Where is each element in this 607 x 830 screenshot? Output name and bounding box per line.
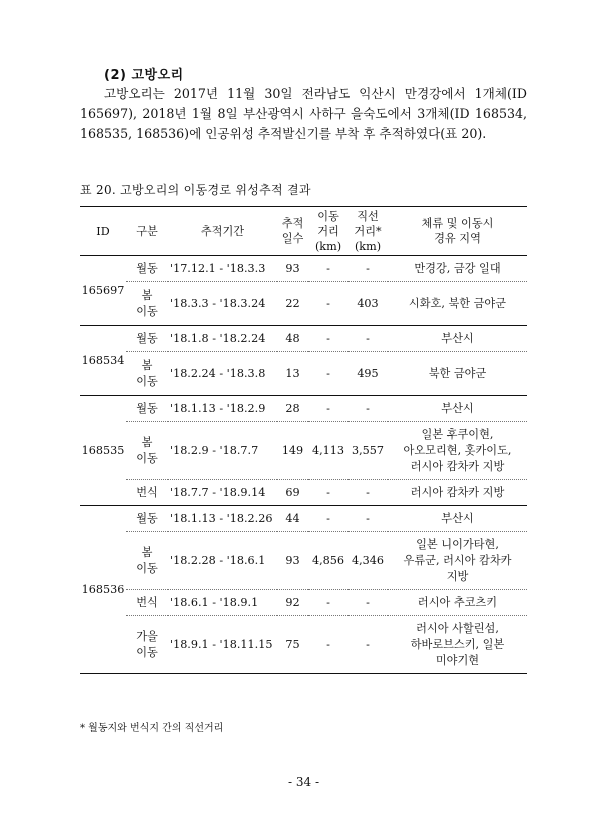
cell-distance: 4,856 xyxy=(308,532,348,590)
cell-distance: - xyxy=(308,256,348,282)
cell-period: '18.2.9 - '18.7.7 xyxy=(168,422,277,480)
header-region: 체류 및 이동시 경유 지역 xyxy=(388,207,527,256)
cell-distance: - xyxy=(308,590,348,616)
cell-type: 월동 xyxy=(126,396,168,422)
cell-region: 일본 후쿠이현, 아오모리현, 홋카이도, 러시아 캄차카 지방 xyxy=(388,422,527,480)
cell-days: 22 xyxy=(277,282,308,326)
cell-type: 월동 xyxy=(126,506,168,532)
cell-type: 봄 이동 xyxy=(126,352,168,396)
table-row xyxy=(80,590,527,616)
cell-distance: - xyxy=(308,326,348,352)
cell-days: 44 xyxy=(277,506,308,532)
cell-straight: - xyxy=(348,480,388,506)
cell-distance: - xyxy=(308,616,348,674)
cell-straight: 403 xyxy=(348,282,388,326)
table-row xyxy=(80,256,527,282)
cell-days: 48 xyxy=(277,326,308,352)
cell-region: 일본 니이가타현, 우류군, 러시아 캄차카 지방 xyxy=(388,532,527,590)
cell-region: 부산시 xyxy=(388,326,527,352)
cell-region: 북한 금야군 xyxy=(388,352,527,396)
cell-type: 봄 이동 xyxy=(126,422,168,480)
cell-days: 75 xyxy=(277,616,308,674)
header-period: 추적기간 xyxy=(168,207,277,256)
cell-type: 월동 xyxy=(126,326,168,352)
tracking-results-table xyxy=(80,206,527,674)
cell-distance: - xyxy=(308,506,348,532)
cell-distance: - xyxy=(308,480,348,506)
cell-straight: - xyxy=(348,506,388,532)
table-row xyxy=(80,326,527,352)
cell-straight: 3,557 xyxy=(348,422,388,480)
cell-period: '18.1.13 - '18.2.26 xyxy=(168,506,277,532)
cell-period: '18.6.1 - '18.9.1 xyxy=(168,590,277,616)
cell-region: 러시아 사할린섬, 하바로브스키, 일본 미야기현 xyxy=(388,616,527,674)
cell-period: '18.2.28 - '18.6.1 xyxy=(168,532,277,590)
cell-straight: 495 xyxy=(348,352,388,396)
cell-distance: - xyxy=(308,352,348,396)
cell-period: '18.9.1 - '18.11.15 xyxy=(168,616,277,674)
cell-type: 봄 이동 xyxy=(126,532,168,590)
cell-days: 28 xyxy=(277,396,308,422)
table-row xyxy=(80,506,527,532)
cell-straight: 4,346 xyxy=(348,532,388,590)
cell-days: 149 xyxy=(277,422,308,480)
cell-straight: - xyxy=(348,590,388,616)
table-body xyxy=(80,256,527,674)
table-row xyxy=(80,532,527,590)
cell-days: 13 xyxy=(277,352,308,396)
table-row xyxy=(80,282,527,326)
header-distance: 이동 거리 (km) xyxy=(308,207,348,256)
table-row xyxy=(80,422,527,480)
table-caption: 표 20. 고방오리의 이동경로 위성추적 결과 xyxy=(80,183,311,197)
cell-region: 부산시 xyxy=(388,396,527,422)
section-heading: (2) 고방오리 xyxy=(104,68,184,83)
cell-region: 러시아 캄차카 지방 xyxy=(388,480,527,506)
table-footnote: * 월동지와 번식지 간의 직선거리 xyxy=(80,723,224,734)
cell-days: 69 xyxy=(277,480,308,506)
cell-period: '18.1.13 - '18.2.9 xyxy=(168,396,277,422)
row-id: 168535 xyxy=(80,396,126,506)
header-id: ID xyxy=(80,207,126,256)
cell-straight: - xyxy=(348,616,388,674)
cell-distance: - xyxy=(308,282,348,326)
cell-straight: - xyxy=(348,256,388,282)
intro-paragraph: 고방오리는 2017년 11월 30일 전라남도 익산시 만경강에서 1개체(ID 165697), 2018년 1월 8일 부산광역시 사하구 을숙도에서 3개체(ID 168534, 168535, 168536)에 인공위성 추적발신기를 부착 후 추적하였다(표 20). xyxy=(80,86,527,141)
cell-distance: 4,113 xyxy=(308,422,348,480)
table-row xyxy=(80,352,527,396)
cell-period: '18.3.3 - '18.3.24 xyxy=(168,282,277,326)
cell-distance: - xyxy=(308,396,348,422)
cell-region: 부산시 xyxy=(388,506,527,532)
cell-type: 봄 이동 xyxy=(126,282,168,326)
cell-straight: - xyxy=(348,396,388,422)
cell-type: 번식 xyxy=(126,590,168,616)
cell-region: 러시아 추코츠키 xyxy=(388,590,527,616)
table-row xyxy=(80,480,527,506)
cell-days: 93 xyxy=(277,256,308,282)
table-row xyxy=(80,396,527,422)
cell-days: 92 xyxy=(277,590,308,616)
cell-straight: - xyxy=(348,326,388,352)
header-straight-distance: 직선 거리* (km) xyxy=(348,207,388,256)
cell-type: 번식 xyxy=(126,480,168,506)
row-id: 168536 xyxy=(80,506,126,674)
cell-period: '17.12.1 - '18.3.3 xyxy=(168,256,277,282)
row-id: 165697 xyxy=(80,256,126,326)
row-id: 168534 xyxy=(80,326,126,396)
cell-type: 가을 이동 xyxy=(126,616,168,674)
table-row xyxy=(80,616,527,674)
cell-period: '18.7.7 - '18.9.14 xyxy=(168,480,277,506)
header-type: 구분 xyxy=(126,207,168,256)
cell-period: '18.2.24 - '18.3.8 xyxy=(168,352,277,396)
cell-region: 시화호, 북한 금야군 xyxy=(388,282,527,326)
page-number: - 34 - xyxy=(287,775,319,789)
header-days: 추적 일수 xyxy=(277,207,308,256)
cell-period: '18.1.8 - '18.2.24 xyxy=(168,326,277,352)
table-header-row xyxy=(80,207,527,256)
cell-type: 월동 xyxy=(126,256,168,282)
cell-region: 만경강, 금강 일대 xyxy=(388,256,527,282)
cell-days: 93 xyxy=(277,532,308,590)
